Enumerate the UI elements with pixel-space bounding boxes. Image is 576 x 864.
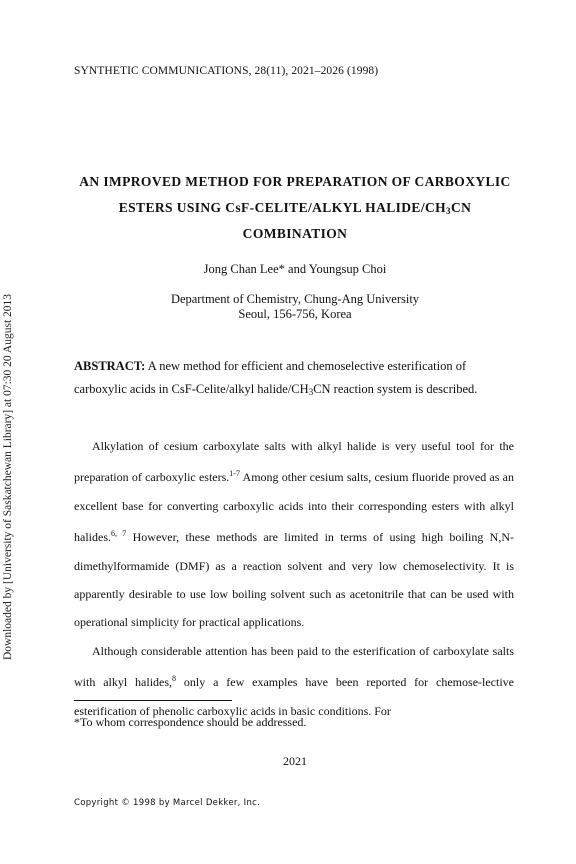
page-number: 2021	[283, 754, 307, 768]
body-paragraph-2	[74, 637, 514, 725]
citation-ref: 6, 7	[111, 529, 127, 539]
paragraph-2-text-b: only a few examples have been reported for chemose-lective esterification of phenolic carboxylic acids in basic conditions. For	[74, 675, 514, 718]
abstract-subscript: 3	[308, 387, 314, 397]
footnote: *To whom correspondence should be addressed.	[74, 715, 307, 729]
citation-ref: 1-7	[229, 469, 240, 479]
journal-header: SYNTHETIC COMMUNICATIONS, 28(11), 2021–2026 (1998)	[74, 65, 379, 77]
abstract-text: A new method for efficient and chemoselective esterification of carboxylic acids in CsF-Celite/alkyl halide/CH	[74, 359, 467, 396]
footnote-divider	[74, 700, 232, 701]
title-line-2-text: ESTERS USING CsF-CELITE/ALKYL HALIDE/CH	[118, 200, 447, 215]
title-line-2-end: CN	[450, 200, 472, 215]
paragraph-2-text-a: Although considerable attention has been paid to the esterification of carboxylate salts with alkyl halides,	[74, 643, 514, 690]
article-title-line-1: AN IMPROVED METHOD FOR PREPARATION OF CARBOXYLIC	[79, 174, 511, 189]
author-list: Jong Chan Lee* and Youngsup Choi	[203, 262, 387, 276]
article-title-line-3: COMBINATION	[242, 226, 348, 241]
copyright-notice: Copyright © 1998 by Marcel Dekker, Inc.	[74, 798, 261, 808]
abstract	[74, 355, 514, 404]
body-text	[74, 432, 514, 725]
abstract-text-end: CN reaction system is described.	[313, 382, 478, 396]
title-subscript: 3	[446, 206, 451, 216]
citation-ref: 8	[172, 674, 177, 684]
affiliation-address: Seoul, 156-756, Korea	[238, 307, 352, 321]
affiliation	[60, 292, 530, 322]
affiliation-department: Department of Chemistry, Chung-Ang University	[170, 292, 420, 306]
paragraph-1-text-a: Alkylation of cesium carboxylate salts with alkyl halide is very useful tool for the preparation of carboxylic esters.	[74, 439, 514, 485]
body-paragraph-1	[74, 432, 514, 637]
paragraph-1-text-c: However, these methods are limited in terms of using high boiling N,N-dimethylformamide (DMF) as a reaction solvent and very low chemoselectivity. It is apparently desirable to use low boiling solvent such as acetonitrile that can be used with operational simplicity for practical applications.	[74, 530, 515, 630]
article-title-line-2	[60, 200, 530, 216]
paragraph-1-text-b: Among other cesium salts, cesium fluoride proved as an excellent base for converting carboxylic acids into their corresponding esters with alkyl halides.	[74, 470, 514, 545]
download-watermark-text: Downloaded by [University of Saskatchewan Library] at 07:30 20 August 2013	[2, 293, 14, 660]
abstract-label: ABSTRACT:	[74, 359, 146, 373]
